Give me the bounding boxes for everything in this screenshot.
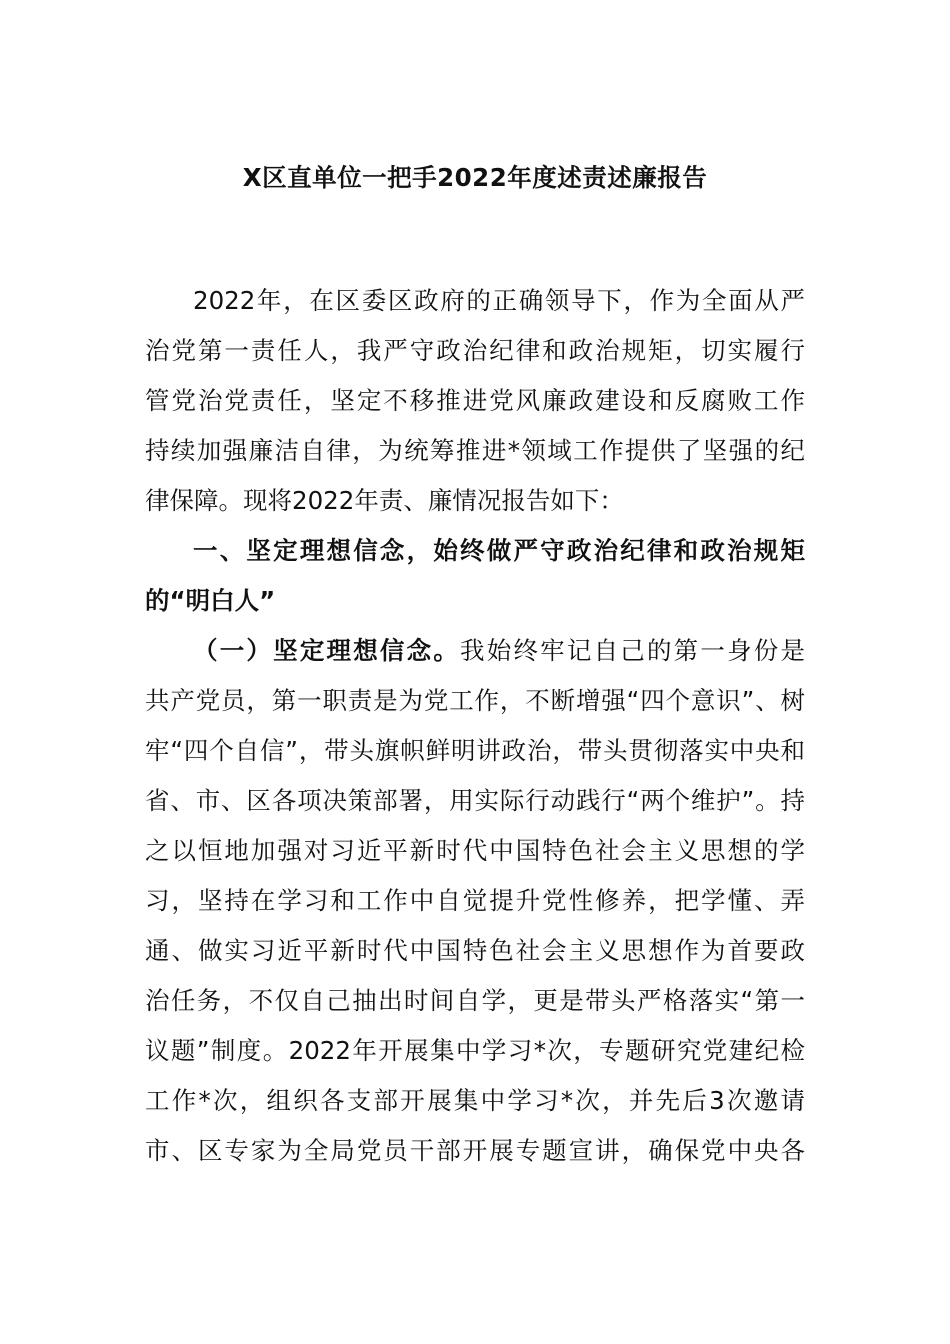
subsection-line-2: 共产党员，第一职责是为党工作，不断增强“四个意识”、树: [145, 686, 805, 715]
subsection-line-1: 我始终牢记自己的第一身份是: [460, 636, 806, 665]
intro-line-1: 2022年，在区委区政府的正确领导下，作为全面从严: [193, 286, 805, 315]
subsection-first-line: [193, 626, 805, 676]
subsection-label: （一）坚定理想信念。: [193, 636, 461, 665]
document-title: X区直单位一把手2022年度述责述廉报告: [242, 163, 708, 192]
subsection-line-5: 之以恒地加强对习近平新时代中国特色社会主义思想的学: [145, 836, 805, 865]
subsection-line-3: 牢“四个自信”，带头旗帜鲜明讲政治，带头贯彻落实中央和: [145, 736, 805, 765]
intro-line-3: 管党治党责任，坚定不移推进党风廉政建设和反腐败工作: [145, 386, 805, 415]
subsection-line-4: 省、市、区各项决策部署，用实际行动践行“两个维护”。持: [145, 786, 805, 815]
intro-line-2: 治党第一责任人，我严守政治纪律和政治规矩，切实履行: [145, 336, 805, 365]
subsection-line-6: 习，坚持在学习和工作中自觉提升党性修养，把学懂、弄: [145, 886, 805, 915]
intro-line-5: 律保障。现将2022年责、廉情况报告如下：: [145, 486, 624, 515]
intro-line-4: 持续加强廉洁自律，为统筹推进*领域工作提供了坚强的纪: [145, 436, 805, 465]
subsection-line-8: 治任务，不仅自己抽出时间自学，更是带头严格落实“第一: [145, 986, 805, 1015]
subsection-line-10: 工作*次，组织各支部开展集中学习*次，并先后3次邀请: [145, 1086, 805, 1115]
section-heading-line-1: 一、坚定理想信念，始终做严守政治纪律和政治规矩: [193, 536, 805, 565]
section-heading-line-2: 的“明白人”: [145, 586, 276, 615]
subsection-line-9: 议题”制度。2022年开展集中学习*次，专题研究党建纪检: [145, 1036, 805, 1065]
subsection-line-11: 市、区专家为全局党员干部开展专题宣讲，确保党中央各: [145, 1136, 805, 1165]
subsection-line-7: 通、做实习近平新时代中国特色社会主义思想作为首要政: [145, 936, 805, 965]
